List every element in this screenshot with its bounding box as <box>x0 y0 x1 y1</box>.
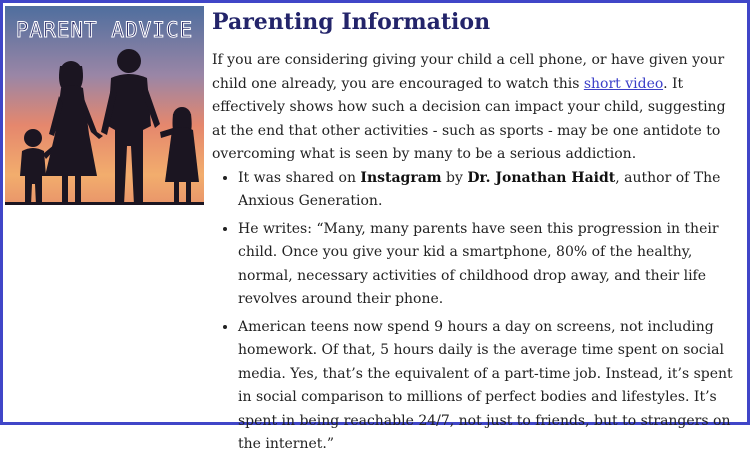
instagram-label: Instagram <box>360 169 442 186</box>
article-body <box>212 7 739 457</box>
bullet1-by: by <box>441 169 468 186</box>
image-title: PARENT ADVICE <box>15 18 194 42</box>
list-item <box>238 167 739 214</box>
list-item: • He writes: “Many, many parents have seen this progression in their child. Once you give your kid a smartphone, 80% of the healthy, normal, necessary activities of childhood drop away, and their life revolves around their phone. <box>238 218 739 312</box>
intro-text-end: . It effectively shows how such a decision can impact your child, suggesting at the end that other activities - such as sports - may be one antidote to overcoming what is seen by many to be a serious addiction. <box>212 75 726 162</box>
bullet1-author-book: , author of The Anxious Generation. <box>238 169 721 209</box>
intro-paragraph <box>212 49 739 167</box>
page-title: Parenting Information <box>212 9 491 35</box>
author-name: Dr. Jonathan Haidt <box>467 169 616 186</box>
parent-advice-image <box>5 6 204 205</box>
bullet-list <box>212 167 739 457</box>
intro-text-start: If you are considering giving your child a cell phone, or have given your child one already, you are encouraged to watch this <box>212 52 725 92</box>
list-item: • American teens now spend 9 hours a day on screens, not including homework. Of that, 5 hours daily is the average time spent on social media. Yes, that’s the equivalent of a part-time job. Instead, it’s spent in social comparison to millions of perfect bodies and lifestyles. It’s spent in being reachable 24/7, not just to friends, but to strangers on the internet.” <box>238 316 739 457</box>
bullet1-text: It was shared on <box>238 169 361 186</box>
short-video-link[interactable]: short video <box>583 75 664 92</box>
